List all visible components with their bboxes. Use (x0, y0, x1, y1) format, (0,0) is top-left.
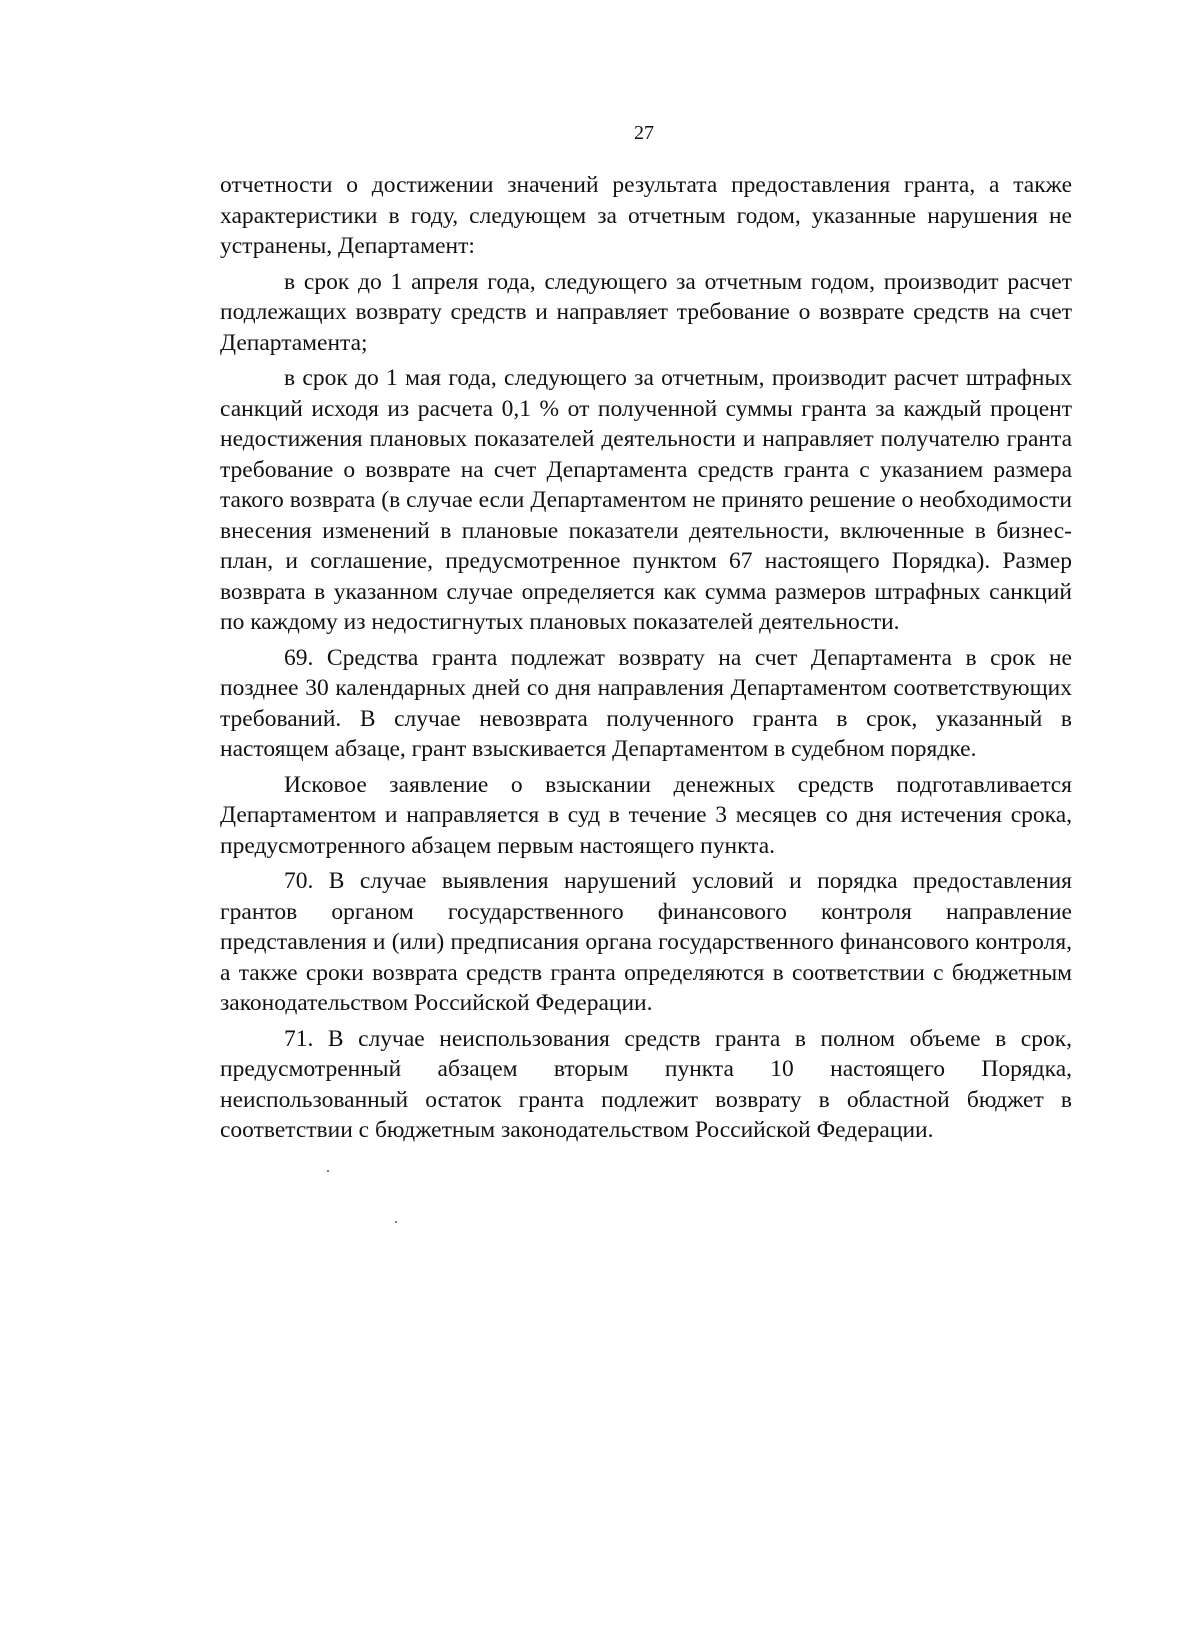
scan-speck (395, 1221, 397, 1223)
page-number: 27 (634, 122, 654, 144)
scan-speck (327, 1170, 329, 1172)
paragraph-may-deadline: в срок до 1 мая года, следующего за отчетным, производит расчет штрафных санкций исходя из расчета 0,1 % от полученной суммы гранта за каждый процент недостижения плановых показателей деятельности и направляет получателю гранта требование о возврате на счет Департамента средств гранта с указанием размера такого возврата (в случае если Департаментом не принято решение о необходимости внесения изменений в плановые показатели деятельности, включенные в бизнес-план, и соглашение, предусмотренное пунктом 67 настоящего Порядка). Размер возврата в указанном случае определяется как сумма размеров штрафных санкций по каждому из недостигнутых плановых показателей деятельности. (220, 365, 1072, 635)
paragraph-clause-69: 69. Средства гранта подлежат возврату на счет Департамента в срок не позднее 30 календарных дней со дня направления Департаментом соответствующих требований. В случае невозврата полученного гранта в срок, указанный в настоящем абзаце, грант взыскивается Департаментом в судебном порядке. (220, 644, 1072, 762)
paragraph-clause-71: 71. В случае неиспользования средств гранта в полном объеме в срок, предусмотренный абзацем вторым пункта 10 настоящего Порядка, неиспользованный остаток гранта подлежит возврату в областной бюджет в соответствии с бюджетным законодательством Российской Федерации. (220, 1025, 1072, 1143)
document-body (220, 170, 1072, 1151)
paragraph-clause-70: 70. В случае выявления нарушений условий и порядка предоставления грантов органом государственного финансового контроля направление представления и (или) предписания органа государственного финансового контроля, а также сроки возврата средств гранта определяются в соответствии с бюджетным законодательством Российской Федерации. (220, 868, 1072, 1016)
paragraph-lawsuit: Исковое заявление о взыскании денежных средств подготавливается Департаментом и направляется в суд в течение 3 месяцев со дня истечения срока, предусмотренного абзацем первым настоящего пункта. (220, 771, 1072, 859)
paragraph-continuation: отчетности о достижении значений результата предоставления гранта, а также характеристики в году, следующем за отчетным годом, указанные нарушения не устранены, Департамент: (220, 172, 1072, 259)
paragraph-april-deadline: в срок до 1 апреля года, следующего за отчетным годом, производит расчет подлежащих возврату средств и направляет требование о возврате средств на счет Департамента; (220, 268, 1072, 356)
